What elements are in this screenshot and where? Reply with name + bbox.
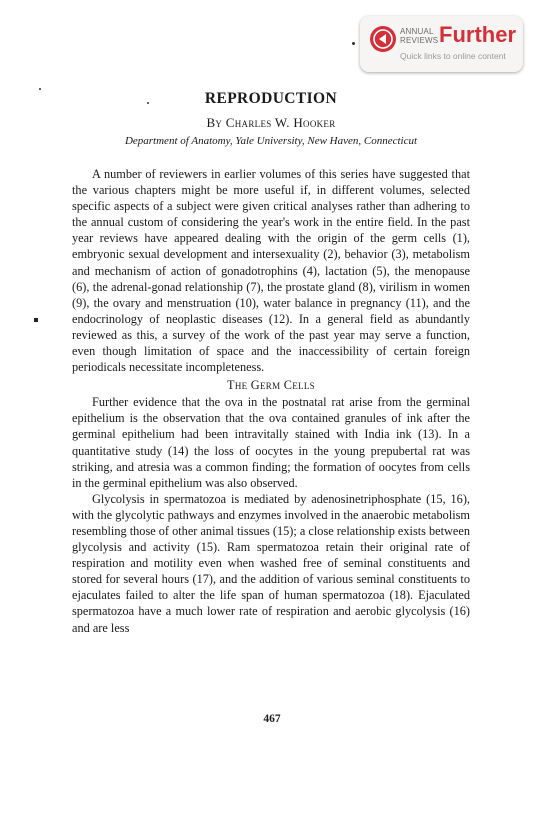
article-author: By Charles W. Hooker — [206, 115, 336, 130]
further-links-badge[interactable] — [360, 16, 523, 72]
article-body — [72, 88, 470, 636]
scan-speck — [352, 42, 355, 45]
germ-cells-paragraph-1: Further evidence that the ova in the postnatal rat arise from the germinal epithelium is the observation that the ova contained granules of ink after the germinal epithelium had been intravitally stained with India ink (13). In a quantitative study (14) the loss of oocytes in the young prepubertal rat was striking, and atresia was a common finding; the formation of oocytes from cells in the germinal epithelium was also observed. — [72, 395, 470, 490]
section-heading: The Germ Cells — [227, 378, 315, 393]
germ-cells-paragraph-2: Glycolysis in spermatozoa is mediated by adenosinetriphosphate (15, 16), with the glycolytic pathways and enzymes involved in the anaerobic metabolism resembling those of other animal tissues (15); a close relationship exists between glycolysis and activity (15). Ram spermatozoa retain their original rate of respiration and motility even when washed free of seminal constituents and stored for several hours (17), and the addition of various seminal constituents to ejaculates failed to alter the life span of human spermatozoa (18). Ejaculated spermatozoa have a much lower rate of respiration and aerobic glycolysis (16) and are less — [72, 491, 470, 635]
annual-reviews-logo-text: ANNUAL REVIEWS — [400, 27, 439, 45]
further-label: Further — [439, 22, 516, 47]
badge-subtitle: Quick links to online content — [400, 51, 506, 61]
scan-speck — [39, 88, 41, 90]
author-affiliation: Department of Anatomy, Yale University, New Haven, Connecticut — [124, 135, 418, 147]
margin-mark — [34, 318, 38, 322]
intro-paragraph: A number of reviewers in earlier volumes of this series have suggested that the various chapters might be more useful if, in different volumes, selected specific aspects of a subject were given critical analyses rather than adhering to the annual custom of considering the year's work in the entire field. In the past year reviews have appeared dealing with the origin of the germ cells (1), embryonic sexual development and intersexuality (2), behavior (3), metabolism and mechanism of action of gonadotrophins (4), lactation (5), the menopause (6), the adrenal-gonad relationship (7), the prostate gland (8), virilism in women (9), the ovary and menstruation (10), water balance in pregnancy (11), and the endocrinology of neoplastic diseases (12). In a general field as abundantly reviewed as this, a survey of the work of the past year may serve a function, even though limitation of space and the inaccessibility of certain foreign periodicals necessitate incompleteness. — [72, 167, 470, 375]
article-title: REPRODUCTION — [204, 90, 338, 107]
play-arrow-icon — [370, 26, 396, 52]
page-number: 467 — [263, 713, 281, 725]
